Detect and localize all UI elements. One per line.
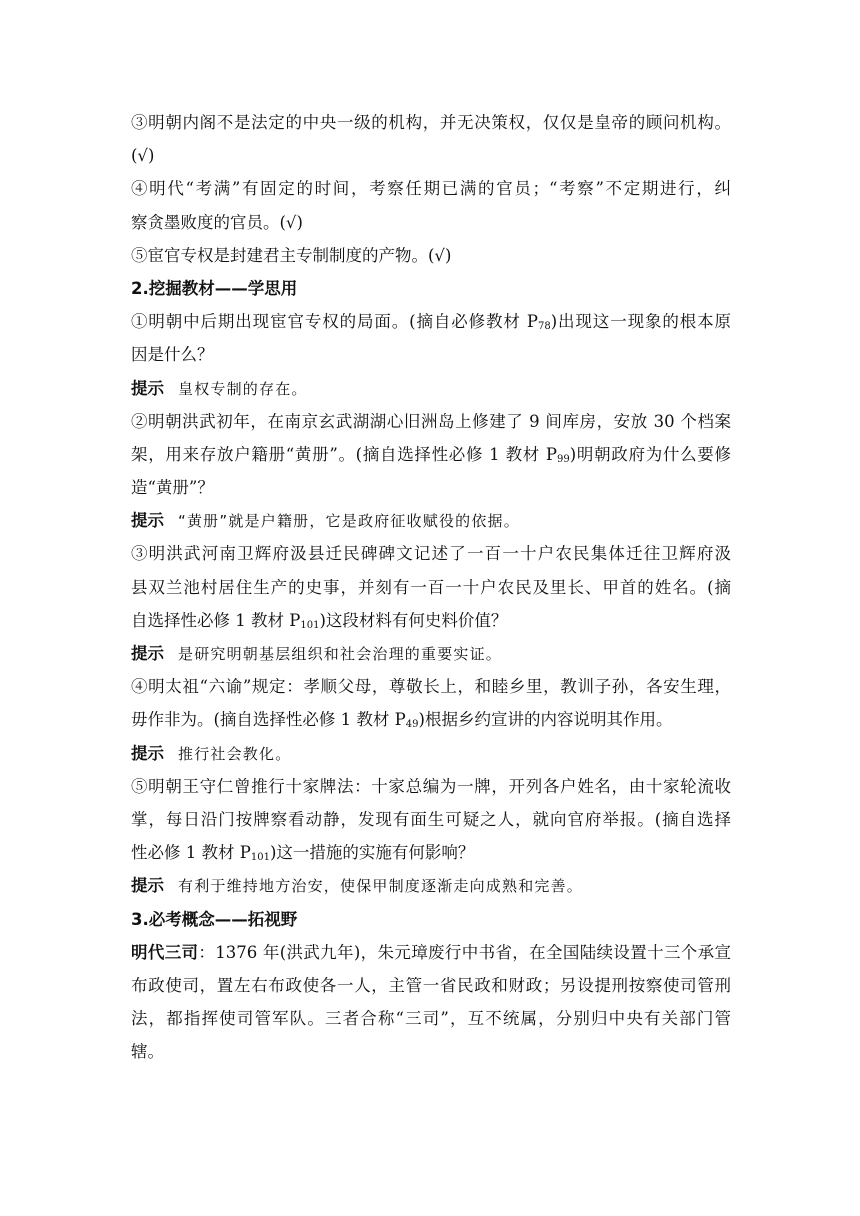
page-ref-subscript: 78 (537, 321, 551, 333)
answer-4 (131, 737, 731, 770)
concept-line-1 (131, 936, 731, 969)
question-4-line-2 (131, 703, 731, 736)
hint-label: 提示 (131, 876, 164, 896)
section-2-heading: 2.挖掘教材——学思用 (131, 278, 298, 298)
question-5-line-3 (131, 836, 731, 869)
question-2-line-2 (131, 438, 731, 471)
statement-4-line-2: 察贪墨败度的官员。(√) (131, 212, 303, 232)
hint-label: 提示 (131, 644, 164, 663)
hint-label: 提示 (131, 511, 164, 531)
question-3-line-2: 县双兰池村居住生产的史事，并刻有一百一十户农民及里长、甲首的姓名。(摘 (131, 577, 731, 597)
question-4-text: 毋作非为。(摘自选择性必修 1 教材 P (131, 710, 406, 730)
page-ref-subscript: 101 (250, 852, 270, 864)
question-3-text: 自选择性必修 1 教材 P (131, 610, 301, 630)
concept-term: 明代三司 (131, 942, 199, 962)
question-1-line-1 (131, 305, 731, 338)
question-2-text: 架，用来存放户籍册“黄册”。(摘自选择性必修 1 教材 P (131, 444, 558, 464)
answer-1 (131, 372, 731, 405)
page-ref-subscript: 99 (557, 453, 570, 465)
statement-4-line-1: ④明代“考满”有固定的时间，考察任期已满的官员；“考察”不定期进行，纠 (131, 179, 731, 199)
answer-4-text: 推行社会教化。 (178, 744, 292, 763)
concept-line-3: 法，都指挥使司管军队。三者合称“三司”，互不统属，分别归中央有关部门管 (131, 1009, 731, 1029)
question-4-text-cont: )根据乡约宣讲的内容说明其作用。 (418, 710, 673, 730)
answer-2-text: “黄册”就是户籍册，它是政府征收赋役的依据。 (178, 512, 520, 531)
hint-label: 提示 (131, 378, 164, 398)
answer-5 (131, 869, 731, 902)
question-2-line-1: ②明朝洪武初年，在南京玄武湖湖心旧洲岛上修建了 9 间库房，安放 30 个档案 (131, 411, 731, 431)
question-3-line-3 (131, 604, 731, 637)
hint-label: 提示 (131, 743, 164, 763)
question-5-line-1: ⑤明朝王守仁曾推行十家牌法：十家总编为一牌，开列各户姓名，由十家轮流收 (131, 776, 731, 796)
question-2-line-3: 造“黄册”？ (131, 478, 214, 498)
document-page (131, 106, 731, 1068)
concept-line-4: 辖。 (131, 1042, 164, 1062)
answer-2 (131, 504, 731, 537)
section-3-heading: 3.必考概念——拓视野 (131, 909, 298, 929)
concept-line-2: 布政使司，置左右布政使各一人，主管一省民政和财政；另设提刑按察使司管刑 (131, 975, 731, 995)
question-1-text: ①明朝中后期出现宦官专权的局面。(摘自必修教材 P (131, 312, 538, 332)
answer-5-text: 有利于维持地方治安，使保甲制度逐渐走向成熟和完善。 (178, 877, 584, 896)
question-5-line-2: 掌，每日沿门按牌察看动静，发现有面生可疑之人，就向官府举报。(摘自选择 (131, 809, 731, 829)
question-5-text-cont: )这一措施的实施有何影响？ (269, 843, 475, 863)
question-3-text-cont: )这段材料有何史料价值？ (319, 610, 508, 630)
answer-1-text: 皇权专制的存在。 (178, 379, 308, 398)
concept-text: ：1376 年(洪武九年)，朱元璋废行中书省，在全国陆续设置十三个承宣 (198, 942, 731, 962)
statement-3-line-1: ③明朝内阁不是法定的中央一级的机构，并无决策权，仅仅是皇帝的顾问机构。 (131, 113, 731, 132)
question-4-line-1: ④明太祖“六谕”规定：孝顺父母，尊敬长上，和睦乡里，教训子孙，各安生理， (131, 677, 731, 697)
question-1-line-2: 因是什么？ (131, 345, 214, 365)
answer-3 (131, 637, 731, 670)
question-2-text-cont: )明朝政府为什么要修 (569, 444, 731, 464)
statement-5-line-1: ⑤宦官专权是封建君主专制制度的产物。(√) (131, 245, 452, 265)
page-ref-subscript: 49 (405, 719, 419, 731)
page-ref-subscript: 101 (300, 619, 320, 631)
answer-3-text: 是研究明朝基层组织和社会治理的重要实证。 (178, 645, 503, 663)
question-5-text: 性必修 1 教材 P (131, 843, 251, 863)
statement-3-line-2: (√) (131, 146, 155, 166)
question-3-line-1: ③明洪武河南卫辉府汲县迁民碑碑文记述了一百一十户农民集体迁往卫辉府汲 (131, 544, 731, 564)
question-1-text-cont: )出现这一现象的根本原 (550, 312, 731, 332)
